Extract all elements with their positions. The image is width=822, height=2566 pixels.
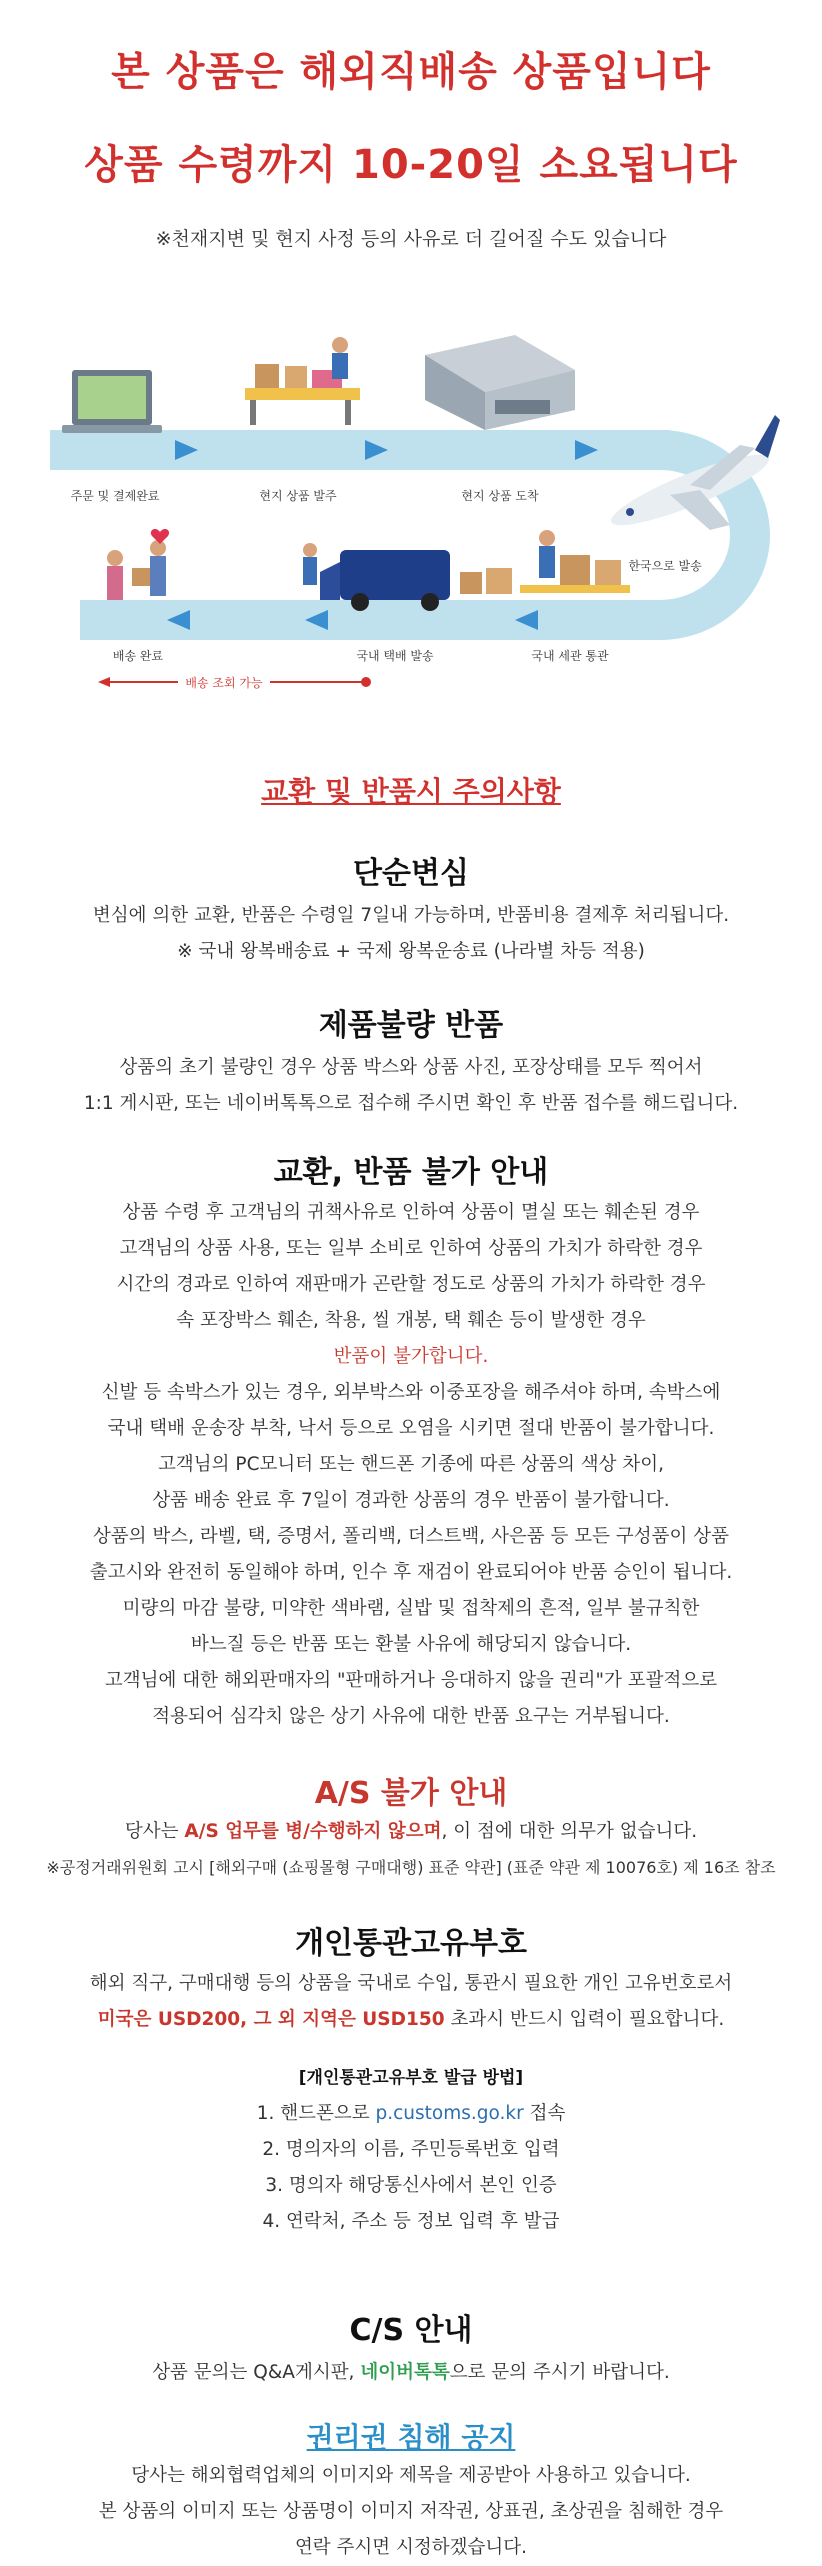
customs-step: 4. 연락처, 주소 등 정보 입력 후 발급: [262, 2211, 560, 2232]
flow-step-label: 한국으로 발송: [628, 559, 702, 573]
as-line-post: , 이 점에 대한 의무가 없습니다.: [441, 1821, 698, 1842]
rights-line: 당사는 해외협력업체의 이미지와 제목을 제공받아 사용하고 있습니다.: [131, 2465, 691, 2486]
shipping-flow-diagram: [40, 300, 782, 700]
no-return-line: 상품 배송 완료 후 7일이 경과한 상품의 경우 반품이 불가합니다.: [152, 1490, 670, 1511]
no-return-line: 바느질 등은 반품 또는 환불 사유에 해당되지 않습니다.: [190, 1634, 632, 1655]
no-return-line: 고객님의 PC모니터 또는 핸드폰 기종에 따른 상품의 색상 차이,: [158, 1454, 664, 1475]
rights-section: [0, 2416, 822, 2566]
no-return-line: 국내 택배 운송장 부착, 낙서 등으로 오염을 시키면 절대 반품이 불가합니다.: [107, 1418, 715, 1439]
tracking-arrow-icon: [98, 677, 110, 687]
customs-step-post: 접속: [523, 2103, 566, 2124]
no-return-line: 출고시와 완전히 동일해야 하며, 인수 후 재검이 완료되어야 반품 승인이 됩니다.: [89, 1562, 733, 1583]
as-line-pre: 당사는: [124, 1821, 185, 1842]
no-return-line: 상품 수령 후 고객님의 귀책사유로 인하여 상품이 멸실 또는 훼손된 경우: [122, 1202, 700, 1223]
flow-step-label: 배송 완료: [112, 649, 164, 663]
no-return-line: 미량의 마감 불량, 미약한 색바램, 실밥 및 접착제의 흔적, 일부 불규칙한: [122, 1598, 700, 1619]
as-note: ※공정거래위원회 고시 [해외구매 (쇼핑몰형 구매대행) 표준 약관] (표준 약관 제 10076호) 제 16조 참조: [46, 1858, 776, 1877]
customs-method-title: [개인통관고유부호 발급 방법]: [298, 2068, 524, 2088]
as-line-emphasis: A/S 업무를 병/수행하지 않으며: [184, 1821, 442, 1842]
as-line: [0, 1814, 822, 1850]
tracking-label: 배송 조회 가능: [185, 676, 263, 690]
customs-step: 3. 명의자 해당통신사에서 본인 인증: [265, 2175, 557, 2196]
rights-line: 연락 주시면 시정하겠습니다.: [294, 2537, 528, 2558]
cs-title: C/S 안내: [349, 2313, 473, 2348]
delivery-complete-people-icon: [107, 529, 169, 600]
laptop-icon: [62, 370, 162, 433]
customs-site-link[interactable]: p.customs.go.kr: [375, 2103, 524, 2124]
as-section: [0, 1768, 822, 1886]
naver-talktalk-link[interactable]: 네이버톡톡: [360, 2362, 450, 2383]
flow-step-label: 주문 및 결제완료: [70, 489, 160, 503]
flow-step-label: 국내 세관 통관: [531, 649, 609, 663]
customs-line-post: 초과시 반드시 입력이 필요합니다.: [444, 2009, 725, 2030]
as-title: A/S 불가 안내: [314, 1776, 508, 1811]
customs-line-emphasis: 미국은 USD200, 그 외 지역은 USD150: [97, 2009, 445, 2030]
no-return-line: 속 포장박스 훼손, 착용, 씰 개봉, 택 훼손 등이 발생한 경우: [176, 1310, 646, 1331]
no-return-line: 고객님의 상품 사용, 또는 일부 소비로 인하여 상품의 가치가 하락한 경우: [119, 1238, 703, 1259]
customs-line: 해외 직구, 구매대행 등의 상품을 국내로 수입, 통관시 필요한 개인 고유번호로서: [89, 1973, 733, 1994]
customs-step-pre: 1. 핸드폰으로: [256, 2103, 376, 2124]
no-return-line: 신발 등 속박스가 있는 경우, 외부박스와 이중포장을 해주셔야 하며, 속박스에: [101, 1382, 721, 1403]
customs-workers-icon: [520, 530, 630, 593]
cs-line: [0, 2355, 822, 2391]
defect-title: 제품불량 반품: [318, 1008, 504, 1043]
simple-change-line: 변심에 의한 교환, 반품은 수령일 7일내 가능하며, 반품비용 결제후 처리됩니다.: [92, 905, 730, 926]
flow-step-label: 국내 택배 발송: [356, 649, 434, 663]
no-return-line: 상품의 박스, 라벨, 택, 증명서, 폴리백, 더스트백, 사은품 등 모든 구성품이 상품: [92, 1526, 730, 1547]
customs-line: [0, 2002, 822, 2038]
customs-title: 개인통관고유부호: [295, 1926, 527, 1961]
no-return-line: 적용되어 심각치 않은 상기 사유에 대한 반품 요구는 거부됩니다.: [152, 1706, 670, 1727]
exchange-section: [0, 770, 822, 810]
warehouse-building-icon: [425, 335, 575, 430]
simple-change-line: ※ 국내 왕복배송료 + 국제 왕복운송료 (나라별 차등 적용): [177, 941, 645, 962]
cs-line-post: 으로 문의 주시기 바랍니다.: [449, 2362, 670, 2383]
no-return-highlight: 반품이 불가합니다.: [333, 1346, 489, 1367]
no-return-title: 교환, 반품 불가 안내: [273, 1155, 549, 1190]
defect-line: 상품의 초기 불량인 경우 상품 박스와 상품 사진, 포장상태를 모두 찍어서: [119, 1057, 703, 1078]
rights-title: 권리권 침해 공지: [306, 2421, 516, 2454]
simple-change-title: 단순변심: [353, 856, 469, 891]
flow-step-label: 현지 상품 도착: [461, 489, 539, 503]
tracking-dot-icon: [361, 677, 371, 687]
no-return-section: [0, 1147, 822, 1735]
warehouse-conveyor-icon: [245, 337, 360, 425]
no-return-line: 시간의 경과로 인하여 재판매가 곤란할 정도로 상품의 가치가 하락한 경우: [116, 1274, 706, 1295]
flow-step-label: 현지 상품 발주: [259, 489, 337, 503]
simple-change-section: [0, 848, 822, 970]
no-return-line: 고객님에 대한 해외판매자의 "판매하거나 응대하지 않을 권리"가 포괄적으로: [104, 1670, 718, 1691]
cs-line-pre: 상품 문의는 Q&A게시판,: [152, 2362, 361, 2383]
defect-line: 1:1 게시판, 또는 네이버톡톡으로 접수해 주시면 확인 후 반품 접수를 해드립니다.: [83, 1093, 739, 1114]
defect-section: [0, 1000, 822, 1122]
header-line-2: 상품 수령까지 10-20일 소요됩니다: [84, 142, 738, 188]
header-note: ※천재지변 및 현지 사정 등의 사유로 더 길어질 수도 있습니다: [155, 228, 667, 250]
exchange-title: 교환 및 반품시 주의사항: [261, 775, 561, 808]
customs-step: [0, 2096, 822, 2132]
header-line-1: 본 상품은 해외직배송 상품입니다: [111, 49, 711, 95]
cs-section: [0, 2305, 822, 2391]
rights-line: 본 상품의 이미지 또는 상품명이 이미지 저작권, 상표권, 초상권을 침해한 경우: [98, 2501, 724, 2522]
customs-section: [0, 1918, 822, 2240]
customs-step: 2. 명의자의 이름, 주민등록번호 입력: [262, 2139, 560, 2160]
